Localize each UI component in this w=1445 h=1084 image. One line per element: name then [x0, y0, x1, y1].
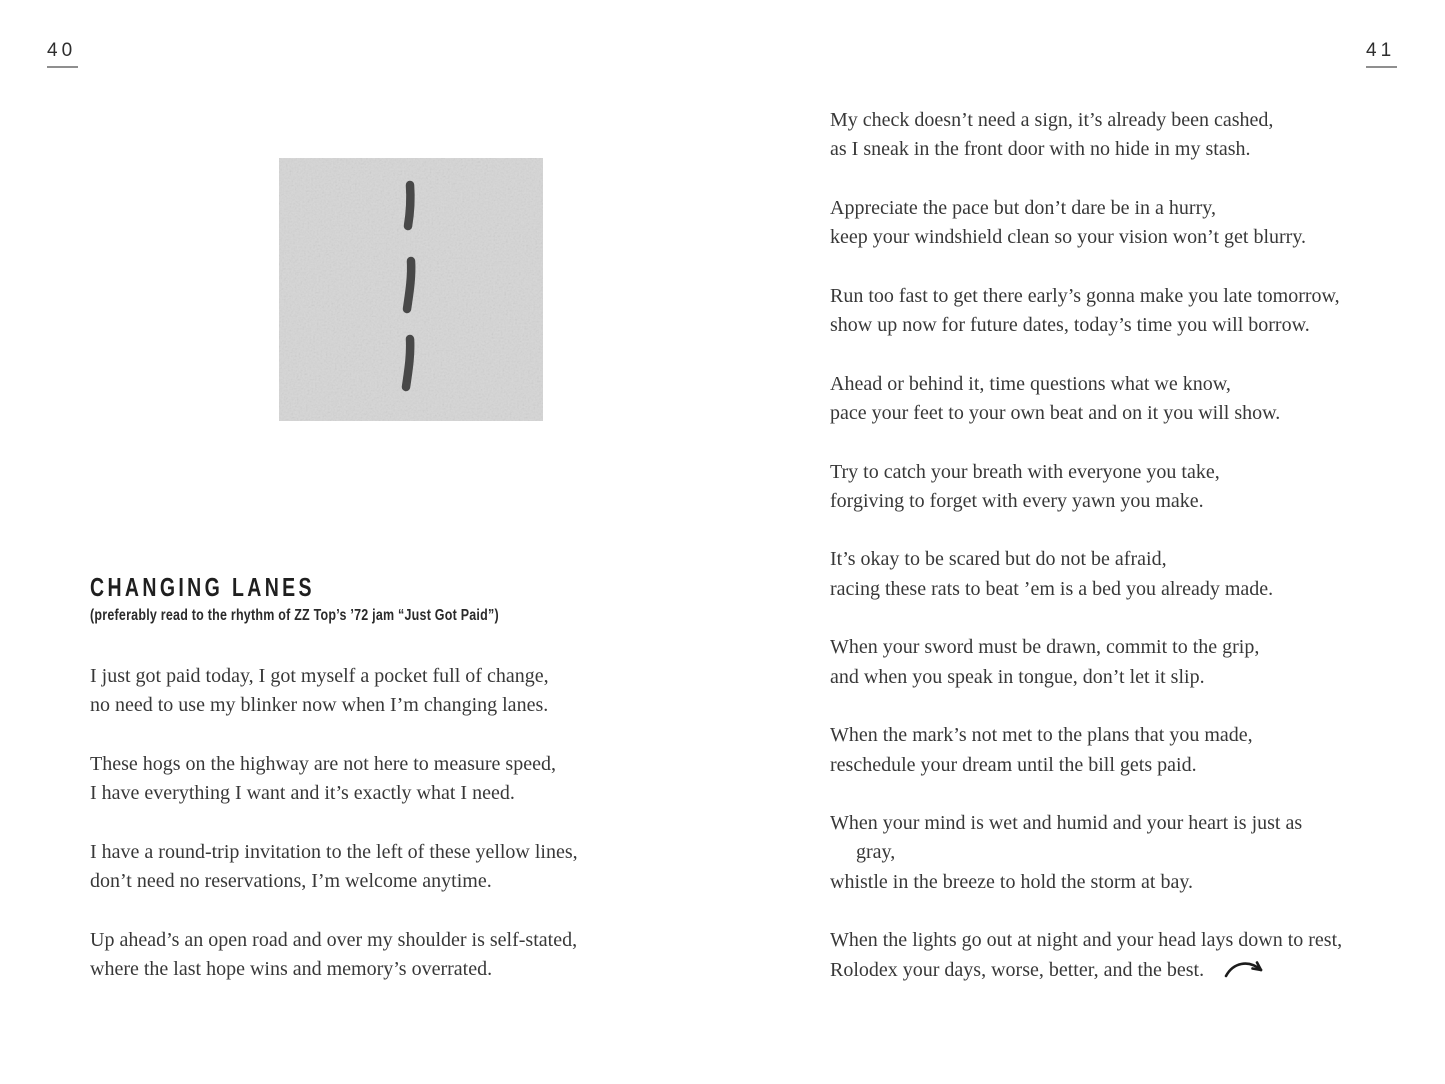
page-number-right — [1366, 40, 1397, 68]
lane-markings-svg — [279, 158, 543, 421]
poem-line: forgiving to forget with every yawn you make. — [830, 489, 1204, 512]
stanza — [830, 926, 1342, 990]
poem-line: show up now for future dates, today’s time you will borrow. — [830, 314, 1310, 337]
stanza — [90, 838, 578, 897]
stanza — [90, 662, 578, 721]
page-number-underline — [47, 66, 78, 68]
page-number-underline — [1366, 66, 1397, 68]
stanza — [90, 926, 578, 985]
poem-line: gray, — [856, 841, 896, 864]
poem-line: It’s okay to be scared but do not be afraid, — [830, 548, 1167, 571]
stanza — [830, 282, 1342, 341]
dash-marks — [406, 185, 411, 387]
poem-subtitle: (preferably read to the rhythm of ZZ Top’s ’72 jam “Just Got Paid”) — [90, 607, 499, 624]
poem-line: I have everything I want and it’s exactly what I need. — [90, 782, 515, 805]
stanza — [830, 458, 1342, 517]
poem-line: whistle in the breeze to hold the storm at bay. — [830, 870, 1194, 893]
stanza — [830, 370, 1342, 429]
stanza — [830, 194, 1342, 253]
poem-right-column — [830, 106, 1342, 990]
page-number-left-label: 40 — [47, 40, 77, 61]
poem-line: pace your feet to your own beat and on it you will show. — [830, 401, 1281, 424]
page-number-left — [47, 40, 78, 68]
poem-line: Appreciate the pace but don’t dare be in a hurry, — [830, 196, 1216, 219]
poem-line: Ahead or behind it, time questions what we know, — [830, 372, 1231, 395]
stanza — [830, 809, 1342, 897]
poem-line: Rolodex your days, worse, better, and the best. — [830, 956, 1342, 990]
curved-arrow-icon — [1223, 957, 1267, 990]
poem-line: Up ahead’s an open road and over my shoulder is self-stated, — [90, 928, 578, 951]
stanza — [830, 106, 1342, 165]
poem-line: When the mark’s not met to the plans that you made, — [830, 724, 1253, 747]
poem-line: and when you speak in tongue, don’t let it slip. — [830, 665, 1205, 688]
poem-title: CHANGING LANES — [90, 572, 315, 602]
poem-line: racing these rats to beat ’em is a bed you already made. — [830, 577, 1274, 600]
poem-line: When your mind is wet and humid and your heart is just as — [830, 812, 1303, 835]
poem-line: My check doesn’t need a sign, it’s already been cashed, — [830, 109, 1274, 131]
poem-line: These hogs on the highway are not here to measure speed, — [90, 752, 556, 775]
poem-line: Try to catch your breath with everyone you take, — [830, 460, 1220, 483]
poem-left-column — [90, 662, 578, 984]
poem-line: where the last hope wins and memory’s overrated. — [90, 957, 493, 980]
poem-line: I have a round-trip invitation to the left of these yellow lines, — [90, 840, 578, 863]
stanza — [830, 721, 1342, 780]
page-number-right-label: 41 — [1366, 40, 1396, 61]
stanza — [830, 633, 1342, 692]
poem-line: reschedule your dream until the bill gets paid. — [830, 753, 1197, 776]
poem-line: When your sword must be drawn, commit to the grip, — [830, 636, 1260, 659]
poem-line: don’t need no reservations, I’m welcome anytime. — [90, 870, 492, 893]
lane-markings-image — [279, 158, 543, 421]
poem-line: no need to use my blinker now when I’m changing lanes. — [90, 694, 549, 717]
poem-line: Run too fast to get there early’s gonna make you late tomorrow, — [830, 284, 1340, 307]
stanza — [830, 545, 1342, 604]
poem-line: as I sneak in the front door with no hide in my stash. — [830, 138, 1251, 161]
poem-line: When the lights go out at night and your head lays down to rest, — [830, 929, 1343, 952]
stanza — [90, 750, 578, 809]
poem-line: I just got paid today, I got myself a pocket full of change, — [90, 665, 549, 687]
poem-line: keep your windshield clean so your vision won’t get blurry. — [830, 226, 1307, 249]
